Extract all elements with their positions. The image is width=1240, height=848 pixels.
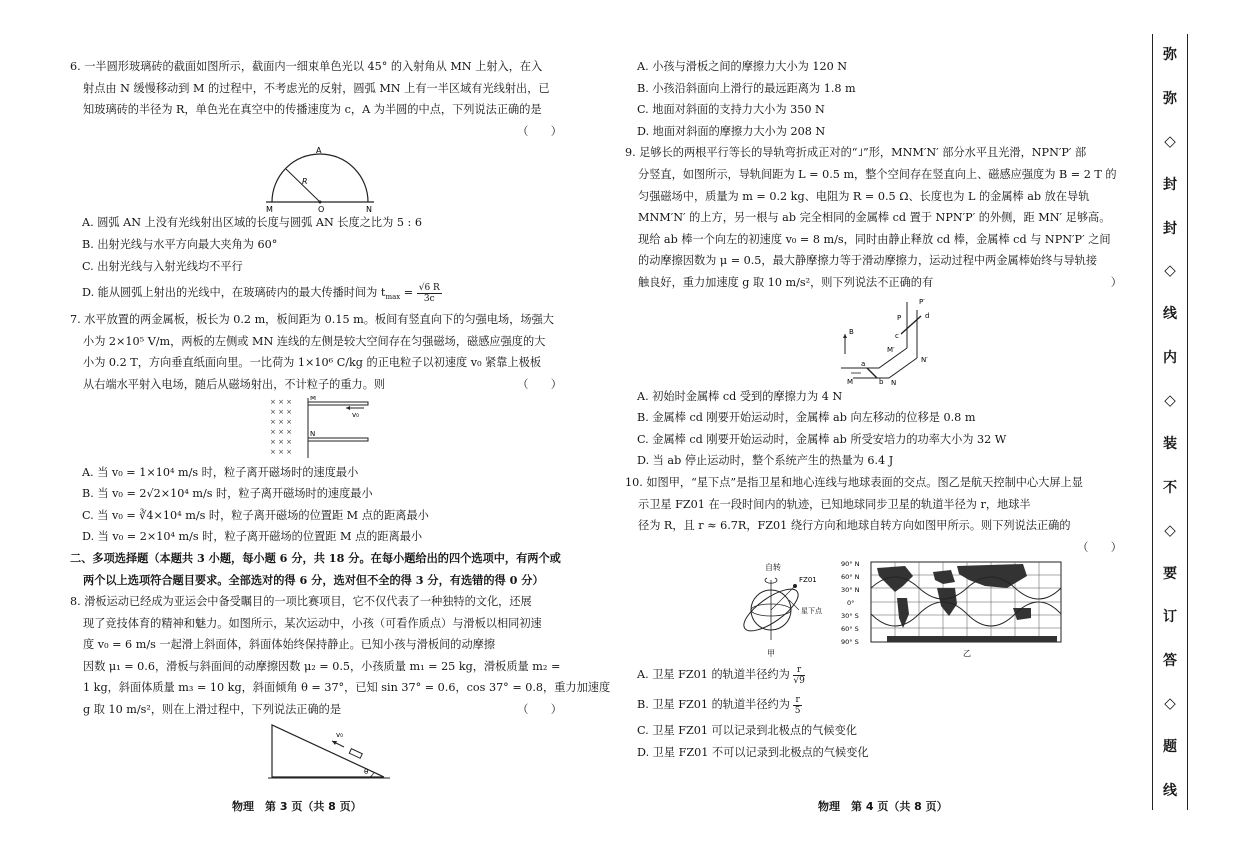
label-yi: 乙 xyxy=(963,649,971,659)
q6-option-a: A. 圆弧 AN 上没有光线射出区域的长度与圆弧 AN 长度之比为 5 : 6 xyxy=(82,216,422,230)
semicircle-figure xyxy=(258,142,378,212)
binding-char: 线 xyxy=(1163,782,1177,799)
label-N-prime: N′ xyxy=(921,355,928,364)
q8-line: 因数 μ₁ = 0.6，滑板与斜面间的动摩擦因数 μ₂ = 0.5，小孩质量 m₁ = 25 kg，滑板质量 m₂ = xyxy=(83,659,561,673)
q6-option-d-text: D. 能从圆弧上射出的光线中，在玻璃砖内的最大传播时间为 t xyxy=(82,286,386,300)
label-a: a xyxy=(861,359,866,368)
q10-option-a-fraction xyxy=(793,665,804,686)
question-10 xyxy=(625,472,1130,764)
q9-option-c: C. 金属棒 cd 刚要开始运动时，金属棒 ab 所受安培力的功率大小为 32 W xyxy=(637,432,1007,446)
q8-line: 1 kg，斜面体质量 m₃ = 10 kg，斜面倾角 θ = 37°，已知 sin 37° = 0.6，cos 37° = 0.8，重力加速度 xyxy=(83,681,611,695)
q7-line xyxy=(70,374,570,396)
label-subpoint: 星下点 xyxy=(801,607,822,616)
binding-char: 订 xyxy=(1163,609,1177,626)
lat-label: 30° N xyxy=(841,586,860,595)
binding-strip xyxy=(1152,34,1188,810)
world-map-diagram xyxy=(841,560,1061,658)
answer-paren: （ ） xyxy=(1077,540,1122,554)
q8-option-b: B. 小孩沿斜面向上滑行的最远距离为 1.8 m xyxy=(637,81,856,95)
field-plates-figure xyxy=(268,396,378,462)
q10-option-a-text: A. 卫星 FZ01 的轨道半径约为 xyxy=(637,668,794,682)
binding-char: 要 xyxy=(1163,565,1177,582)
fraction-numerator: r xyxy=(793,665,804,676)
q6-option-d-eq: = xyxy=(400,286,417,300)
binding-char: 装 xyxy=(1163,435,1177,452)
q7-option-b: B. 当 v₀ = 2√2×10⁴ m/s 时，粒子离开磁场时的速度最小 xyxy=(82,487,373,501)
diamond-icon: ◇ xyxy=(1164,131,1176,150)
q10-option-c: C. 卫星 FZ01 可以记录到北极点的气候变化 xyxy=(637,724,857,738)
label-v0: v₀ xyxy=(352,410,359,419)
q7-line: 小为 0.2 T，方向垂直纸面向里。一比荷为 1×10⁶ C/kg 的正电粒子以初速度 v₀ 紧靠上极板 xyxy=(83,356,542,370)
label-M: M xyxy=(266,205,273,213)
q7-line: 小为 2×10⁵ V/m，两板的左侧或 MN 连线的左侧是较大空间存在匀强磁场，磁感应强度的大 xyxy=(83,334,546,348)
label-M: M xyxy=(847,377,854,386)
fraction-denominator: 3c xyxy=(423,293,435,304)
label-FZ01: FZ01 xyxy=(799,576,817,585)
q8-option-c: C. 地面对斜面的支持力大小为 350 N xyxy=(637,103,825,117)
q7-line: 7. 水平放置的两金属板，板长为 0.2 m，板间距为 0.15 m。板间有竖直向下的匀强电场，场强大 xyxy=(70,313,554,327)
label-P: P xyxy=(897,313,902,322)
lat-label: 90° N xyxy=(841,560,860,569)
q9-line xyxy=(625,272,1130,294)
q9-option-d: D. 当 ab 停止运动时，整个系统产生的热量为 6.4 J xyxy=(637,454,894,468)
diamond-icon: ◇ xyxy=(1164,391,1176,409)
page-footer-right: 物理 第 4 页（共 8 页） xyxy=(818,800,948,813)
fraction-denominator: √9 xyxy=(793,675,805,686)
q6-option-d-fraction xyxy=(417,283,442,304)
q10-line: 径为 R，且 r ≈ 6.7R，FZ01 绕行方向和地球自转方向如图甲所示。则下列说法正确的 xyxy=(638,519,1071,533)
label-rotation: 自转 xyxy=(765,563,781,573)
lat-label: 90° S xyxy=(841,638,859,647)
binding-char: 封 xyxy=(1163,220,1177,237)
q9-line-text: 触良好，重力加速度 g 取 10 m/s²，则下列说法不正确的有 xyxy=(638,275,934,289)
svg-text:× × ×: × × × xyxy=(270,427,293,436)
svg-text:× × ×: × × × xyxy=(270,447,293,456)
q8-line xyxy=(70,699,570,721)
lat-label: 60° N xyxy=(841,573,860,582)
question-8 xyxy=(70,591,611,783)
q8-option-a: A. 小孩与滑板之间的摩擦力大小为 120 N xyxy=(637,60,848,73)
diamond-icon: ◇ xyxy=(1164,694,1176,713)
q8-line: 度 v₀ = 6 m/s 一起滑上斜面体，斜面体始终保持静止。已知小孩与滑板间的动摩擦 xyxy=(83,638,496,652)
q6-line: 知玻璃砖的半径为 R，单色光在真空中的传播速度为 c，A 为半圆的中点，下列说法正确的是 xyxy=(83,103,542,117)
answer-paren: （ ） xyxy=(517,703,562,717)
label-d: d xyxy=(925,311,930,320)
label-O: O xyxy=(318,205,325,213)
fraction-denominator: 5 xyxy=(794,705,801,716)
question-9 xyxy=(625,142,1130,472)
binding-char: 弥 xyxy=(1163,47,1177,63)
page-footer-left: 物理 第 3 页（共 8 页） xyxy=(232,800,362,813)
binding-char: 答 xyxy=(1163,653,1177,670)
fraction-numerator: r xyxy=(795,694,800,705)
earth-orbit-diagram xyxy=(738,562,823,658)
lat-label: 30° S xyxy=(841,612,859,621)
label-b: b xyxy=(879,377,884,386)
q8-line-text: g 取 10 m/s²，则在上滑过程中，下列说法正确的是 xyxy=(83,703,342,717)
label-N: N xyxy=(310,429,316,438)
q6-option-d-sub: max xyxy=(385,293,401,302)
svg-text:× × ×: × × × xyxy=(270,397,293,406)
q9-line: 分竖直，如图所示，导轨间距为 L = 0.5 m，整个空间存在竖直向上、磁感应强度为 B = 2 T 的 xyxy=(638,167,1117,181)
label-c: c xyxy=(895,331,899,340)
q9-option-a: A. 初始时金属棒 cd 受到的摩擦力为 4 N xyxy=(637,389,843,403)
binding-char: 弥 xyxy=(1163,90,1177,107)
answer-paren: （ ） xyxy=(517,377,562,391)
label-P-prime: P′ xyxy=(919,297,925,306)
q9-line: 匀强磁场中，质量为 m = 0.2 kg、电阻为 R = 0.5 Ω、长度也为 L 的金属棒 ab 放在导轨 xyxy=(638,189,1090,203)
svg-text:× × ×: × × × xyxy=(270,417,293,426)
q10-option-b xyxy=(625,690,1130,720)
diamond-icon: ◇ xyxy=(1164,261,1176,280)
binding-char: 线 xyxy=(1163,306,1177,323)
binding-char: 题 xyxy=(1163,739,1177,755)
svg-text:× × ×: × × × xyxy=(270,407,293,416)
q9-option-b: B. 金属棒 cd 刚要开始运动时，金属棒 ab 向左移动的位移是 0.8 m xyxy=(637,411,976,425)
q6-option-d xyxy=(70,277,570,309)
binding-char: 封 xyxy=(1163,176,1177,193)
label-M-prime: M′ xyxy=(887,345,895,354)
question-6 xyxy=(70,56,570,309)
q7-option-c: C. 当 v₀ = ∛4×10⁴ m/s 时，粒子离开磁场的位置距 M 点的距离最小 xyxy=(82,508,429,522)
section-heading-cont: 两个以上选项符合题目要求。全部选对的得 6 分，选对但不全的得 3 分，有选错的得 0 分） xyxy=(83,572,544,587)
diamond-icon: ◇ xyxy=(1164,520,1176,539)
binding-char: 内 xyxy=(1163,350,1177,367)
fraction-numerator: √6 R xyxy=(418,282,440,293)
question-7 xyxy=(70,309,570,548)
label-M: M xyxy=(310,395,317,402)
q8-line: 现了竞技体育的精神和魅力。如图所示，某次运动中，小孩（可看作质点）与滑板以相同初速 xyxy=(83,616,542,630)
satellite-figure xyxy=(737,558,1067,660)
q10-line: 10. 如图甲，“星下点”是指卫星和地心连线与地球表面的交点。图乙是航天控制中心大屏上显 xyxy=(625,475,1083,489)
q7-line-text: 从右端水平射入电场，随后从磁场射出，不计粒子的重力。则 xyxy=(83,377,386,391)
q10-option-b-text: B. 卫星 FZ01 的轨道半径约为 xyxy=(637,698,794,712)
q7-option-a: A. 当 v₀ = 1×10⁴ m/s 时，粒子离开磁场时的速度最小 xyxy=(82,465,359,479)
label-R: R xyxy=(302,177,308,187)
label-B: B xyxy=(849,327,854,336)
q9-line: 现给 ab 棒一个向左的初速度 v₀ = 8 m/s，同时由静止释放 cd 棒，金属棒 cd 与 NPN′P′ 之间 xyxy=(638,232,1111,246)
q8-option-d: D. 地面对斜面的摩擦力大小为 208 N xyxy=(637,124,826,138)
label-theta: θ xyxy=(364,767,369,776)
label-v0: v₀ xyxy=(336,730,343,739)
q10-option-b-fraction xyxy=(793,695,801,716)
q9-line: MNM′N′ 的上方，另一根与 ab 完全相同的金属棒 cd 置于 NPN′P′ 的外侧，距 MN′ 足够高。 xyxy=(638,211,1111,225)
q9-line: 9. 足够长的两根平行等长的导轨弯折成正对的“˩”形，MNM′N′ 部分水平且光滑，NPN′P′ 部 xyxy=(625,146,1087,160)
q6-option-b: B. 出射光线与水平方向最大夹角为 60° xyxy=(82,237,278,251)
lat-label: 60° S xyxy=(841,625,859,634)
label-N: N xyxy=(891,378,897,386)
q10-option-d: D. 卫星 FZ01 不可以记录到北极点的气候变化 xyxy=(637,745,869,759)
left-column xyxy=(70,56,611,783)
incline-figure xyxy=(266,721,396,783)
q6-option-c: C. 出射光线与入射光线均不平行 xyxy=(82,259,243,273)
binding-char: 不 xyxy=(1163,479,1177,496)
answer-paren: ） xyxy=(1110,275,1122,289)
right-column xyxy=(625,56,1130,763)
q6-line: 6. 一半圆形玻璃砖的截面如图所示，截面内一细束单色光以 45° 的入射角从 MN 上射入，在入 xyxy=(70,60,543,73)
label-N: N xyxy=(366,205,372,213)
label-jia: 甲 xyxy=(767,649,775,659)
q7-option-d: D. 当 v₀ = 2×10⁴ m/s 时，粒子离开磁场的位置距 M 点的距离最小 xyxy=(82,530,423,544)
svg-text:× × ×: × × × xyxy=(270,437,293,446)
q10-line: 示卫星 FZ01 在一段时间内的轨迹，已知地球同步卫星的轨道半径为 r，地球半 xyxy=(638,497,1031,511)
lat-label: 0° xyxy=(847,599,855,608)
q8-line: 8. 滑板运动已经成为亚运会中备受瞩目的一项比赛项目，它不仅代表了一种独特的文化，还展 xyxy=(70,595,532,609)
q10-option-a xyxy=(625,660,1130,690)
rails-figure xyxy=(839,294,949,386)
q9-line: 的动摩擦因数为 μ = 0.5，最大静摩擦力等于滑动摩擦力，运动过程中两金属棒始终与导轨接 xyxy=(638,254,1098,268)
section-heading: 二、多项选择题（本题共 3 小题，每小题 6 分，共 18 分。在每小题给出的四个选项中，有两个或 xyxy=(70,550,561,565)
q6-line: 射点由 N 缓慢移动到 M 的过程中，不考虑光的反射，圆弧 MN 上有一半区域有光线射出，已 xyxy=(83,81,550,95)
label-A: A xyxy=(316,146,322,156)
answer-paren: （ ） xyxy=(517,124,562,138)
